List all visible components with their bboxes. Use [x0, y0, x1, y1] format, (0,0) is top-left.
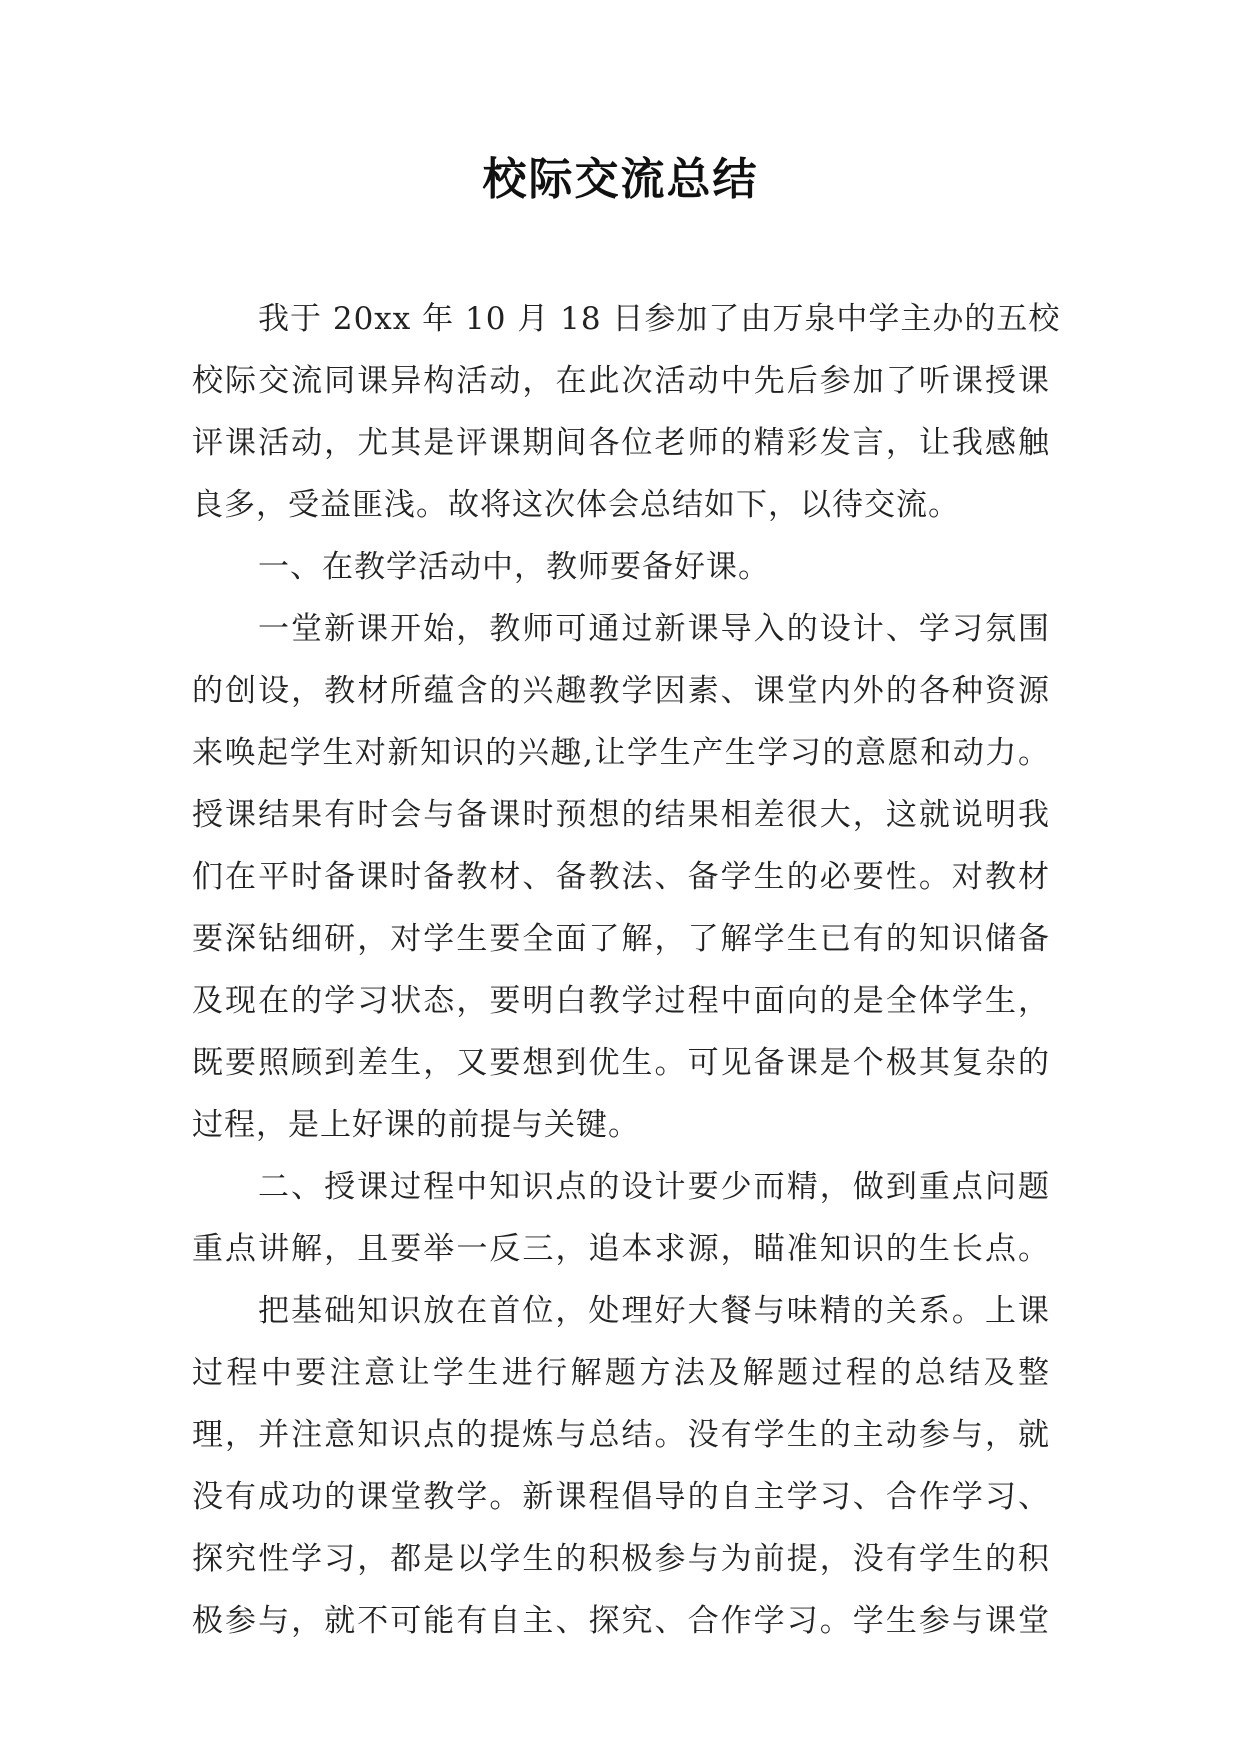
- body-line: 良多，受益匪浅。故将这次体会总结如下，以待交流。: [192, 487, 960, 523]
- body-line: 校际交流同课异构活动，在此次活动中先后参加了听课授课: [192, 363, 1050, 399]
- section-heading-1: 一、在教学活动中，教师要备好课。: [258, 549, 770, 585]
- document-body: [192, 288, 1061, 1652]
- body-line: 没有成功的课堂教学。新课程倡导的自主学习、合作学习、: [192, 1479, 1050, 1515]
- body-line: 过程，是上好课的前提与关键。: [192, 1107, 640, 1143]
- section-heading-2: 二、授课过程中知识点的设计要少而精，做到重点问题: [258, 1169, 1050, 1205]
- body-line: 过程中要注意让学生进行解题方法及解题过程的总结及整: [192, 1355, 1050, 1391]
- body-line: 探究性学习，都是以学生的积极参与为前提，没有学生的积: [192, 1541, 1050, 1577]
- body-line: 极参与，就不可能有自主、探究、合作学习。学生参与课堂: [192, 1603, 1050, 1639]
- body-line: 要深钻细研，对学生要全面了解，了解学生已有的知识储备: [192, 921, 1050, 957]
- body-line: 及现在的学习状态，要明白教学过程中面向的是全体学生，: [192, 983, 1050, 1019]
- body-line: 评课活动，尤其是评课期间各位老师的精彩发言，让我感触: [192, 425, 1050, 461]
- section-heading-2-cont: 重点讲解，且要举一反三，追本求源，瞄准知识的生长点。: [192, 1231, 1050, 1267]
- body-line: 的创设，教材所蕴含的兴趣教学因素、课堂内外的各种资源: [192, 673, 1050, 709]
- body-line: 把基础知识放在首位，处理好大餐与味精的关系。上课: [258, 1293, 1050, 1329]
- body-line: 们在平时备课时备教材、备教法、备学生的必要性。对教材: [192, 859, 1050, 895]
- document-title: 校际交流总结: [482, 154, 759, 205]
- body-line: 来唤起学生对新知识的兴趣,让学生产生学习的意愿和动力。: [192, 735, 1050, 771]
- body-line: 既要照顾到差生，又要想到优生。可见备课是个极其复杂的: [192, 1045, 1050, 1081]
- body-line: 一堂新课开始，教师可通过新课导入的设计、学习氛围: [258, 611, 1050, 647]
- body-line: 理，并注意知识点的提炼与总结。没有学生的主动参与，就: [192, 1417, 1050, 1453]
- body-line: 授课结果有时会与备课时预想的结果相差很大，这就说明我: [192, 797, 1050, 833]
- body-line: 我于 20xx 年 10 月 18 日参加了由万泉中学主办的五校: [258, 301, 1061, 337]
